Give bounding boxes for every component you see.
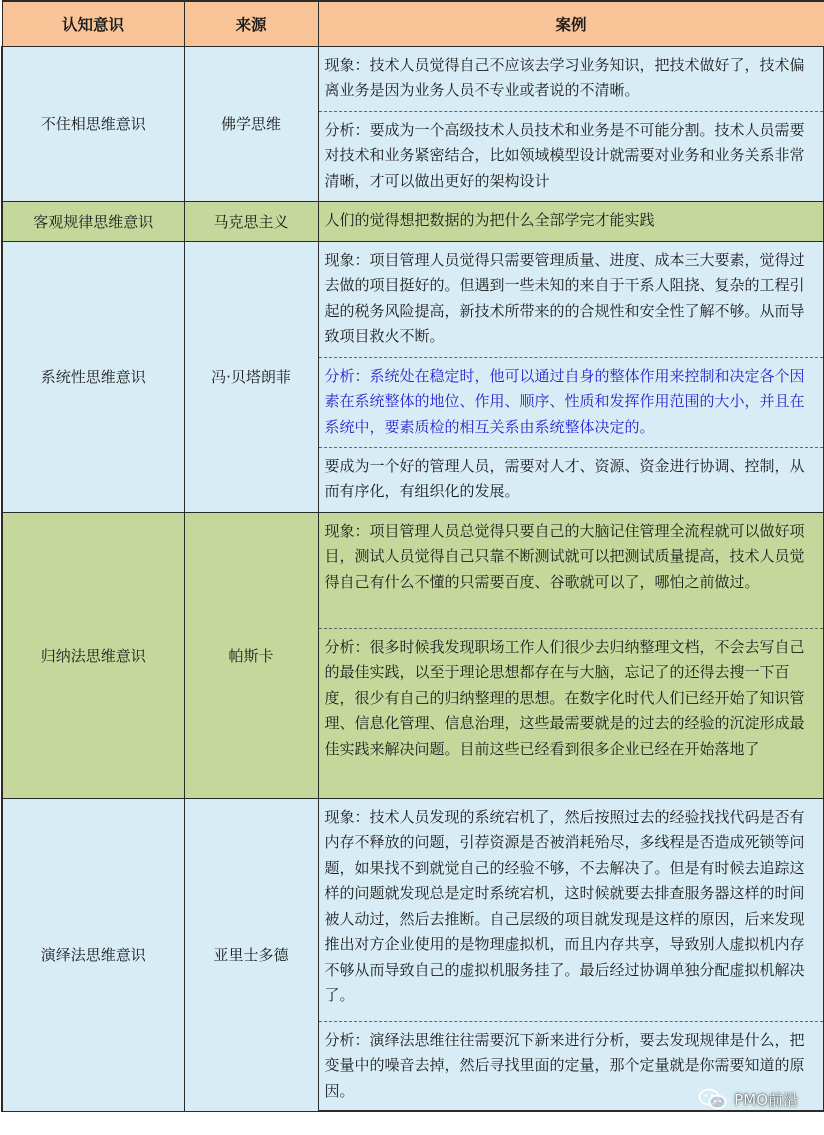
case-cell: 分析：演绎法思维往往需要沉下新来进行分析，要去发现规律是什么，把变量中的噪音去掉，然后寻找里面的定量，那个定量就是你需要知道的原因。 [318,1021,824,1111]
source-cell: 佛学思维 [184,46,318,201]
header-awareness: 认知意识 [2,1,184,46]
case-cell: 分析：很多时候我发现职场工作人们很少去归纳整理文档，不会去写自己的最佳实践，以至于理论思想都存在与大脑，忘记了的还得去搜一下百度，很少有自己的归纳整理的思想。在数字化时代人们已经开始了知识管理、信息化管理、信息治理，这些最需要就是的过去的经验的沉淀形成最佳实践来解决问题。目前这些已经看到很多企业已经在开始落地了 [318,628,824,798]
awareness-cell: 演绎法思维意识 [2,798,184,1111]
wechat-icon [698,1087,728,1111]
header-row [2,1,824,46]
table-row [2,201,824,241]
case-cell: 人们的觉得想把数据的为把什么全部学完才能实践 [318,201,824,241]
watermark [698,1087,798,1111]
table-row [2,46,824,111]
source-cell: 帕斯卡 [184,512,318,798]
awareness-table [1,0,824,1112]
source-cell: 亚里士多德 [184,798,318,1111]
table-row [2,798,824,1021]
case-cell: 要成为一个好的管理人员，需要对人才、资源、资金进行协调、控制，从而有序化，有组织化的发展。 [318,447,824,512]
header-source: 来源 [184,1,318,46]
awareness-cell: 归纳法思维意识 [2,512,184,798]
header-case: 案例 [318,1,824,46]
table-row [2,241,824,357]
table-row [2,512,824,628]
case-cell-highlight: 分析：系统处在稳定时，他可以通过自身的整体作用来控制和决定各个因素在系统整体的地位、作用、顺序、性质和发挥作用范围的大小，并且在系统中，要素质检的相互关系由系统整体决定的。 [318,357,824,447]
case-cell: 分析：要成为一个高级技术人员技术和业务是不可能分割。技术人员需要对技术和业务紧密结合，比如领域模型设计就需要对业务和业务关系非常清晰，才可以做出更好的架构设计 [318,111,824,201]
case-cell: 现象：项目管理人员总觉得只要自己的大脑记住管理全流程就可以做好项目，测试人员觉得自己只靠不断测试就可以把测试质量提高，技术人员觉得自己有什么不懂的只需要百度、谷歌就可以了，哪怕之前做过。 [318,512,824,628]
awareness-cell: 不住相思维意识 [2,46,184,201]
watermark-text: PMO前沿 [734,1090,798,1109]
source-cell: 冯·贝塔朗菲 [184,241,318,512]
case-cell: 现象：技术人员觉得自己不应该去学习业务知识，把技术做好了，技术偏离业务是因为业务人员不专业或者说的不清晰。 [318,46,824,111]
case-cell: 现象：项目管理人员觉得只需要管理质量、进度、成本三大要素，觉得过去做的项目挺好的。但遇到一些未知的来自于干系人阻挠、复杂的工程引起的税务风险提高，新技术所带来的的合规性和安全性了解不够。从而导致项目救火不断。 [318,241,824,357]
awareness-cell: 系统性思维意识 [2,241,184,512]
case-cell: 现象：技术人员发现的系统宕机了，然后按照过去的经验找找代码是否有内存不释放的问题，引荐资源是否被消耗殆尽，多线程是否造成死锁等问题，如果找不到就觉自己的经验不够，不去解决了。但是有时候去追踪这样的问题就发现总是定时系统宕机，这时候就要去排查服务器这样的时间被人动过，然后去推断。自己层级的项目就发现是这样的原因，后来发现推出对方企业使用的是物理虚拟机，而且内存共享，导致别人虚拟机内存不够从而导致自己的虚拟机服务挂了。最后经过协调单独分配虚拟机解决了。 [318,798,824,1021]
source-cell: 马克思主义 [184,201,318,241]
awareness-cell: 客观规律思维意识 [2,201,184,241]
